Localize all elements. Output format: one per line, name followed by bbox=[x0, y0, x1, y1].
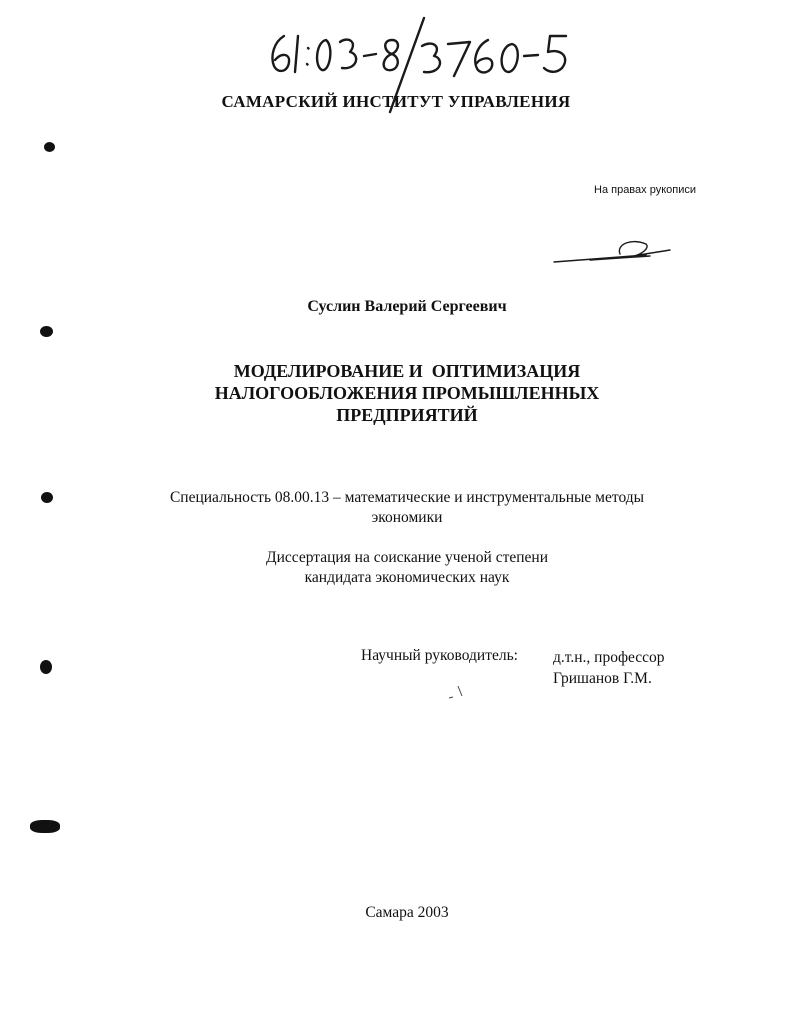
city-year: Самара 2003 bbox=[365, 904, 449, 921]
degree-line: кандидата экономических наук bbox=[304, 569, 510, 586]
degree-line: Диссертация на соискание ученой степени bbox=[266, 549, 548, 566]
binding-hole-mark bbox=[30, 820, 60, 833]
supervisor-info bbox=[553, 647, 665, 689]
stray-pen-mark bbox=[446, 684, 466, 704]
institute-name: САМАРСКИЙ ИНСТИТУТ УПРАВЛЕНИЯ bbox=[221, 92, 571, 111]
binding-hole-mark bbox=[44, 142, 55, 152]
title-line: МОДЕЛИРОВАНИЕ И ОПТИМИЗАЦИЯ bbox=[233, 361, 581, 381]
specialty-line: Специальность 08.00.13 – математические и инструментальные методы bbox=[169, 489, 645, 506]
manuscript-rights-note: На правах рукописи bbox=[594, 184, 696, 196]
author-name: Суслин Валерий Сергеевич bbox=[307, 298, 507, 315]
dissertation-title bbox=[0, 360, 792, 426]
signature bbox=[550, 232, 680, 268]
degree-statement bbox=[0, 548, 792, 588]
supervisor-degree: д.т.н., профессор bbox=[553, 649, 665, 666]
supervisor-label: Научный руководитель: bbox=[361, 647, 518, 664]
title-line: НАЛОГООБЛОЖЕНИЯ ПРОМЫШЛЕННЫХ bbox=[214, 383, 600, 403]
specialty bbox=[0, 488, 792, 528]
binding-hole-mark bbox=[40, 660, 52, 674]
specialty-line: экономики bbox=[371, 509, 443, 526]
supervisor-name: Гришанов Г.М. bbox=[553, 670, 652, 687]
binding-hole-mark bbox=[40, 326, 53, 337]
title-line: ПРЕДПРИЯТИЙ bbox=[336, 405, 478, 425]
binding-hole-mark bbox=[41, 492, 53, 503]
